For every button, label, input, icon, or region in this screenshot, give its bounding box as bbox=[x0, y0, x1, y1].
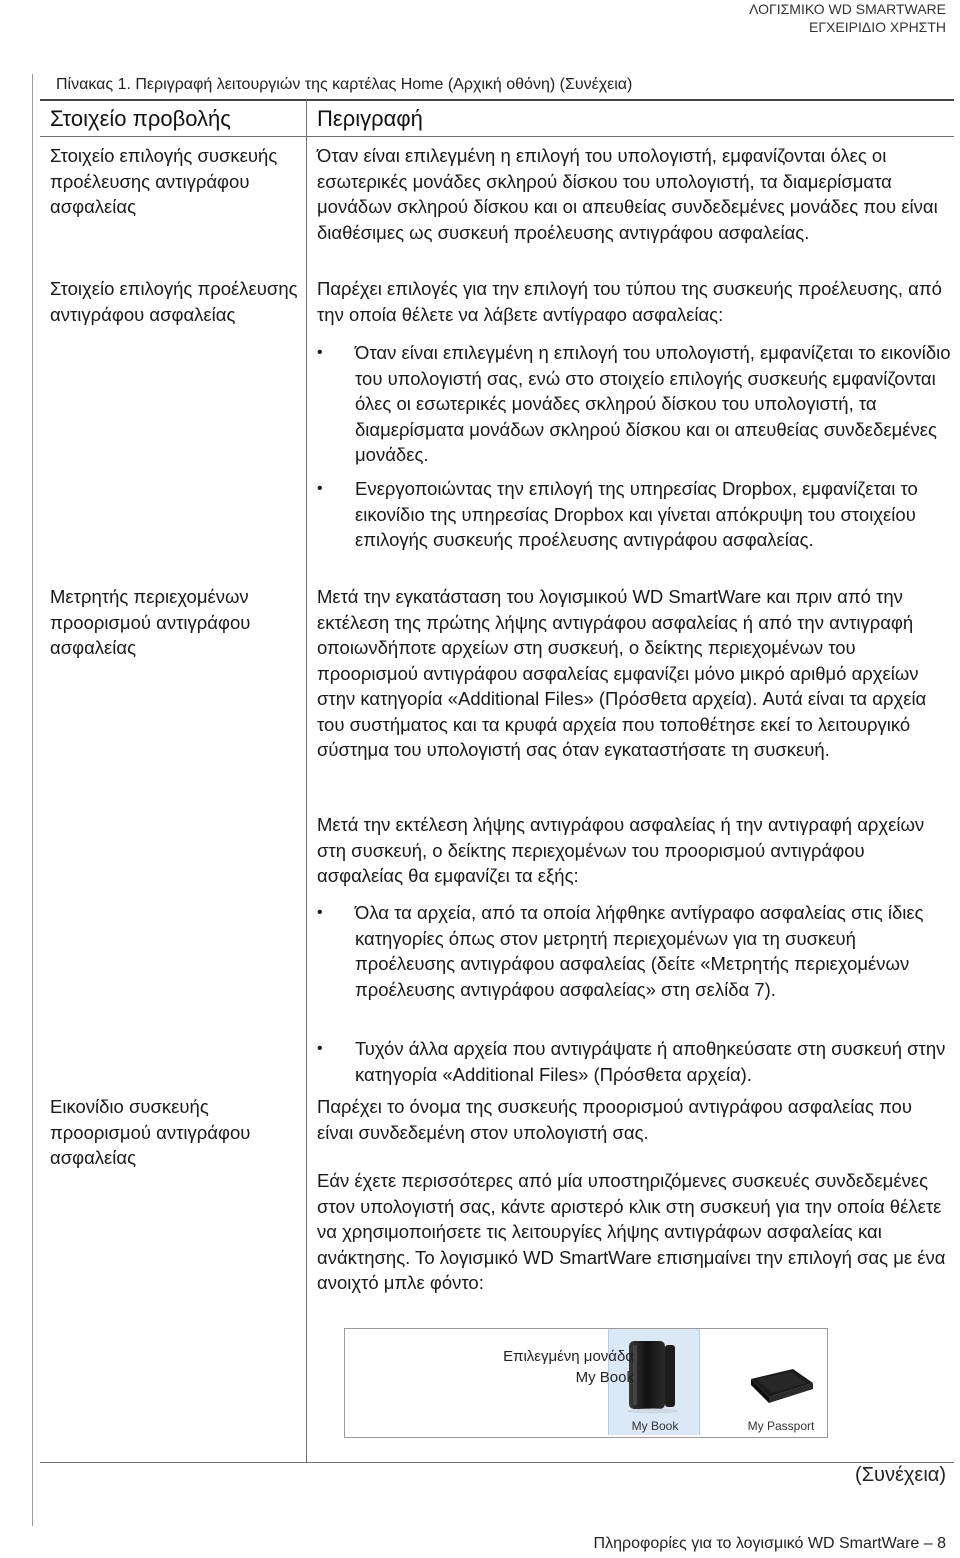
row-label-destination-content-gauge: Μετρητής περιεχομένων προορισμού αντιγράφου ασφαλείας bbox=[50, 586, 251, 658]
column-header-description: Περιγραφή bbox=[317, 106, 423, 131]
table-caption: Πίνακας 1. Περιγραφή λειτουργιών της καρτέλας Home (Αρχική οθόνη) (Συνέχεια) bbox=[56, 76, 633, 93]
row-label-source-device-selector: Στοιχείο επιλογής συσκευής προέλευσης αντιγράφου ασφαλείας bbox=[50, 145, 278, 217]
row-desc-destination-content-gauge: Μετά την εγκατάσταση του λογισμικού WD SmartWare και πριν από την εκτέλεση της πρώτης λήψης αντιγράφου ασφαλείας ή από την αντιγραφή οποιωνδήποτε αρχείων στη συσκευή, ο δείκτης περιεχομένων του προορισμού αντιγράφου ασφαλείας εμφανίζει μόνο μικρό αριθμό αρχείων στην κατηγορία «Additional Files» (Πρόσθετα αρχεία). Αυτά είναι τα αρχεία του συστήματος και τα κρυφά αρχεία που τοποθέτησε εκεί το λειτουργικό σύστημα του υπολογιστή σας όταν εγκαταστήσατε τη συσκευή. bbox=[317, 586, 927, 760]
figure-callout-line-2: My Book bbox=[575, 1369, 634, 1386]
table-column-divider bbox=[306, 100, 307, 1462]
row-label-destination-device-icon: Εικονίδιο συσκευής προορισμού αντιγράφου ασφαλείας bbox=[50, 1096, 251, 1168]
list-item-text: Τυχόν άλλα αρχεία που αντιγράψατε ή αποθηκεύσατε στη συσκευή στην κατηγορία «Additional Files» (Πρόσθετα αρχεία). bbox=[355, 1038, 946, 1085]
table-header-rule bbox=[40, 136, 954, 137]
my-passport-drive-icon bbox=[745, 1365, 817, 1411]
bullet-glyph: • bbox=[317, 904, 323, 921]
row-desc-destination-device-icon-2: Εάν έχετε περισσότερες από μία υποστηριζόμενες συσκευές συνδεδεμένες στον υπολογιστή σας, κάντε αριστερό κλικ στη συσκευή για την οποία θέλετε να χρησιμοποιήσετε τις λειτουργίες λήψης αντιγράφων ασφαλείας και ανάκτησης. Το λογισμικό WD SmartWare επισημαίνει την επιλογή σας με ένα ανοιχτό μπλε φόντο: bbox=[317, 1170, 946, 1293]
row-label-source-selector: Στοιχείο επιλογής προέλευσης αντιγράφου ασφαλείας bbox=[50, 278, 298, 325]
list-item bbox=[317, 1036, 957, 1088]
page-footer: Πληροφορίες για το λογισμικό WD SmartWare – 8 bbox=[593, 1535, 946, 1552]
row-desc-source-device-selector: Όταν είναι επιλεγμένη η επιλογή του υπολογιστή, εμφανίζονται όλες οι εσωτερικές μονάδες σκληρού δίσκου του υπολογιστή, τα διαμερίσματα μονάδων σκληρού δίσκου και οι απευθείας συνδεδεμένες μονάδες που είναι διαθέσιμες ως συσκευή προέλευσης αντιγράφου ασφαλείας. bbox=[317, 145, 938, 243]
left-margin-rule bbox=[32, 74, 33, 1526]
device-label-my-passport: My Passport bbox=[747, 1419, 815, 1433]
bullet-glyph: • bbox=[317, 480, 323, 497]
list-item bbox=[317, 476, 957, 580]
list-item-text: Όλα τα αρχεία, από τα οποία λήφθηκε αντίγραφο ασφαλείας στις ίδιες κατηγορίες όπως στον μετρητή περιεχομένων για τη συσκευή προέλευσης αντιγράφου ασφαλείας (δείτε «Μετρητής περιεχομένων προέλευσης αντιγράφου ασφαλείας» στη σελίδα 7). bbox=[355, 902, 924, 1000]
figure-callout-label bbox=[503, 1346, 634, 1388]
header-line-1: ΛΟΓΙΣΜΙΚΟ WD SMARTWARE bbox=[749, 1, 946, 17]
list-item bbox=[317, 340, 957, 468]
running-header bbox=[749, 0, 946, 36]
bullet-glyph: • bbox=[317, 1040, 323, 1057]
list-item-text: Ενεργοποιώντας την επιλογή της υπηρεσίας Dropbox, εμφανίζεται το εικονίδιο της υπηρεσίας Dropbox και γίνεται απόκρυψη του στοιχείου επιλογής συσκευής προέλευσης αντιγράφου ασφαλείας. bbox=[355, 478, 918, 550]
table-bottom-rule bbox=[40, 1462, 954, 1463]
bullet-glyph: • bbox=[317, 344, 323, 361]
figure-callout-line-1: Επιλεγμένη μονάδα bbox=[503, 1348, 634, 1365]
row-desc-source-selector: Παρέχει επιλογές για την επιλογή του τύπου της συσκευής προέλευσης, από την οποία θέλετε να λάβετε αντίγραφο ασφαλείας: bbox=[317, 278, 942, 325]
device-label-my-book: My Book bbox=[631, 1419, 679, 1433]
table-top-rule bbox=[40, 99, 954, 101]
header-line-2: ΕΓΧΕΙΡΙΔΙΟ ΧΡΗΣΤΗ bbox=[809, 19, 946, 35]
column-header-item: Στοιχείο προβολής bbox=[50, 106, 231, 131]
continued-note: (Συνέχεια) bbox=[855, 1464, 946, 1486]
row-desc-destination-content-gauge-2: Μετά την εκτέλεση λήψης αντιγράφου ασφαλείας ή την αντιγραφή αρχείων στη συσκευή, ο δείκτης περιεχομένων του προορισμού αντιγράφου ασφαλείας θα εμφανίζει τα εξής: bbox=[317, 814, 925, 886]
row-desc-destination-device-icon: Παρέχει το όνομα της συσκευής προορισμού αντιγράφου ασφαλείας που είναι συνδεδεμένη στον υπολογιστή σας. bbox=[317, 1096, 912, 1143]
list-item bbox=[317, 900, 957, 1028]
list-item-text: Όταν είναι επιλεγμένη η επιλογή του υπολογιστή, εμφανίζεται το εικονίδιο του υπολογιστή σας, ενώ στο στοιχείο επιλογής συσκευής εμφανίζονται όλες οι εσωτερικές μονάδες σκληρού δίσκου του υπολογιστή, τα διαμερίσματα μονάδων σκληρού δίσκου και οι απευθείας συνδεδεμένες μονάδες. bbox=[355, 342, 951, 465]
